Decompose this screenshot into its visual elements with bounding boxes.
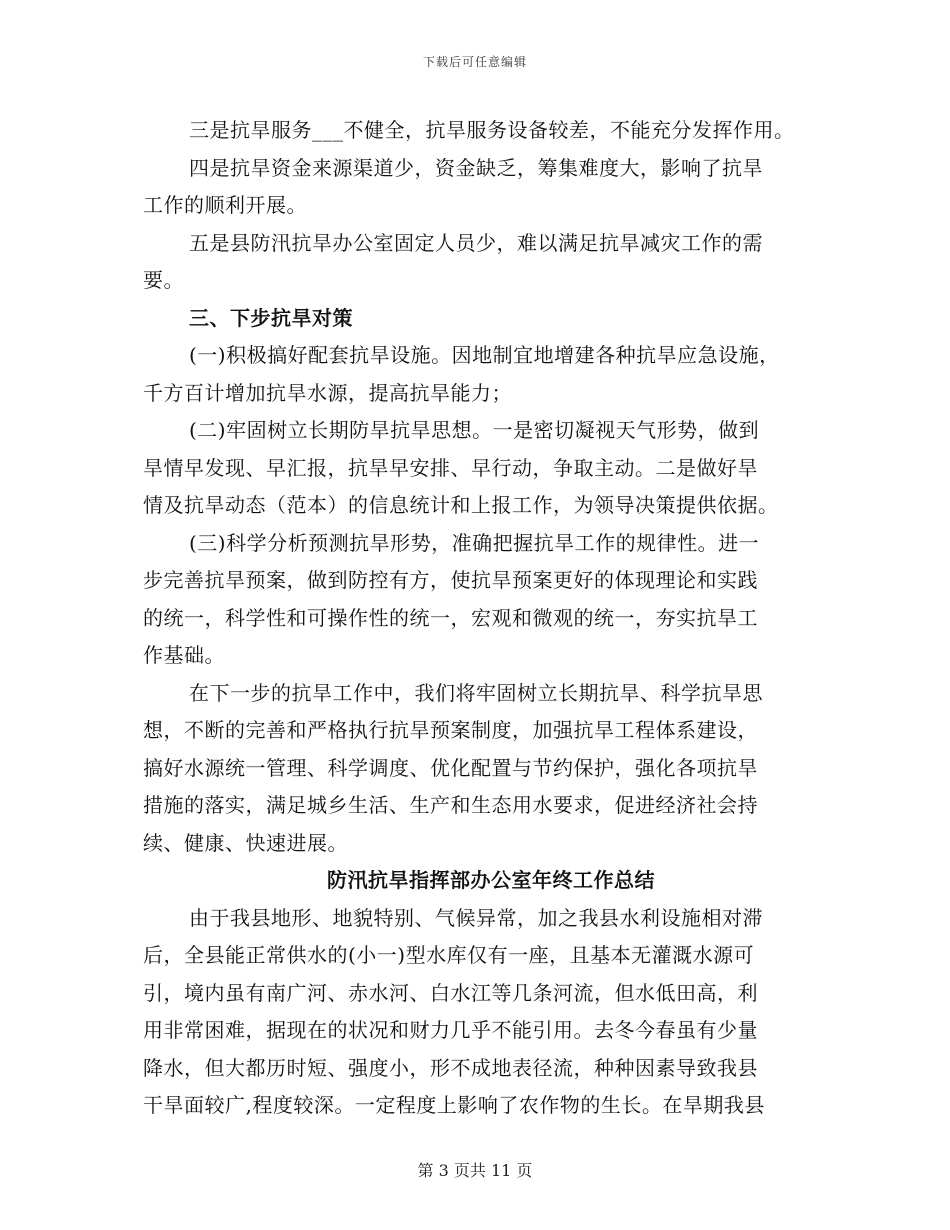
text-line: 在下一步的抗旱工作中，我们将牢固树立长期抗旱、科学抗旱思 <box>189 680 763 705</box>
text-line: 五是县防汛抗旱办公室固定人员少，难以满足抗旱减灾工作的需 <box>189 230 763 255</box>
text-line: 工作的顺利开展。 <box>143 193 307 217</box>
text-line: 措施的落实，满足城乡生活、生产和生态用水要求，促进经济社会持 <box>143 793 758 817</box>
text-line: 千方百计增加抗旱水源，提高抗旱能力； <box>143 380 512 405</box>
text-line: 情及抗旱动态（范本）的信息统计和上报工作，为领导决策提供依据。 <box>143 493 779 517</box>
text-line: 三是抗旱服务___不健全，抗旱服务设备较差，不能充分发挥作用。 <box>189 118 795 142</box>
text-line: (二)牢固树立长期防旱抗旱思想。一是密切凝视天气形势，做到 <box>189 418 760 442</box>
document-body <box>143 112 809 1125</box>
text-line: 作基础。 <box>143 643 225 667</box>
text-line: (三)科学分析预测抗旱形势，准确把握抗旱工作的规律性。进一 <box>189 530 760 555</box>
text-line: 旱情早发现、早汇报，抗旱早安排、早行动，争取主动。二是做好旱 <box>143 455 758 480</box>
text-line: 四是抗旱资金来源渠道少，资金缺乏，筹集难度大，影响了抗旱 <box>189 155 763 180</box>
text-line: 的统一，科学性和可操作性的统一，宏观和微观的统一，夯实抗旱工 <box>143 605 758 630</box>
text-line: 引，境内虽有南广河、赤水河、白水江等几条河流，但水低田高，利 <box>143 980 758 1005</box>
text-line: 搞好水源统一管理、科学调度、优化配置与节约保护，强化各项抗旱 <box>143 755 758 780</box>
page-header: 下载后可任意编辑 <box>422 55 527 69</box>
document-title: 防汛抗旱指挥部办公室年终工作总结 <box>327 868 655 892</box>
text-line: 续、健康、快速进展。 <box>143 830 348 855</box>
page-number-footer: 第 3 页共 11 页 <box>417 1161 533 1180</box>
text-line: 步完善抗旱预案，做到防控有方，使抗旱预案更好的体现理论和实践 <box>143 568 758 592</box>
text-line: 想，不断的完善和严格执行抗旱预案制度，加强抗旱工程体系建设， <box>143 718 758 742</box>
text-line: 要。 <box>143 268 184 292</box>
text-line: 后，全县能正常供水的(小一)型水库仅有一座，且基本无灌溉水源可 <box>143 943 755 967</box>
text-line: 用非常困难，据现在的状况和财力几乎不能引用。去冬今春虽有少量 <box>143 1018 758 1042</box>
text-line: 由于我县地形、地貌特别、气候异常，加之我县水利设施相对滞 <box>189 905 763 930</box>
text-line: 降水，但大都历时短、强度小，形不成地表径流，种种因素导致我县 <box>143 1055 758 1080</box>
section-heading: 三、下步抗旱对策 <box>189 305 353 330</box>
text-line: 干旱面较广,程度较深。一定程度上影响了农作物的生长。在旱期我县 <box>143 1093 765 1117</box>
text-line: (一)积极搞好配套抗旱设施。因地制宜地增建各种抗旱应急设施， <box>189 343 780 367</box>
